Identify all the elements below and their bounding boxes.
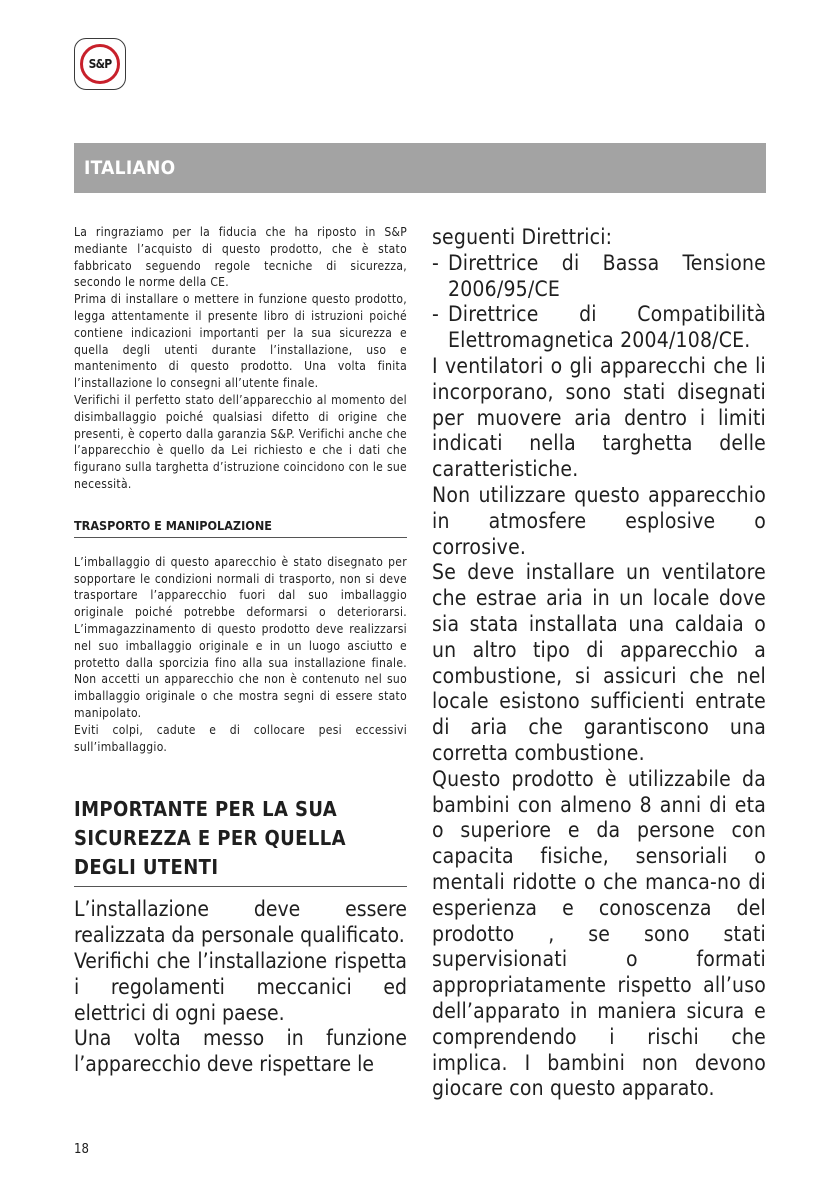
directive-item	[432, 302, 766, 354]
body-paragraph: I ventilatori o gli apparecchi che li incorporano, sono stati disegnati per muovere aria dentro i limiti indicati nella targhetta delle caratteristiche.	[432, 353, 766, 482]
transport-paragraph: Eviti colpi, cadute e di collocare pesi eccessivi sull’imballaggio.	[74, 722, 407, 754]
intro-paragraph: Verifichi il perfetto stato dell’apparecchio al momento del disimballaggio poiché qualsiasi difetto di origine che presenti, è coperto dalla garanzia S&P. Verifichi anche che l’apparecchio è quello da Lei richiesto e che i dati che figurano sulla targhetta d’istruzione coincidono con le sue necessità.	[74, 392, 407, 491]
transport-heading: TRASPORTO E MANIPOLAZIONE	[74, 518, 407, 538]
safety-paragraph: Una volta messo in funzione l’apparecchio deve rispettare le	[74, 1026, 407, 1077]
intro-paragraph: La ringraziamo per la fiducia che ha riposto in S&P mediante l’acquisto di questo prodotto, che è stato fabbricato seguendo regole tecniche di sicurezza, secondo le norme della CE.	[74, 225, 407, 290]
directive-text: Direttrice di Bassa Tensione 2006/95/CE	[448, 250, 766, 301]
sp-logo-text: S&P	[88, 57, 112, 71]
body-paragraph: Non utilizzare questo apparecchio in atmosfere esplosive o corrosive.	[432, 482, 766, 559]
safety-heading: IMPORTANTE PER LA SUA SICUREZZA E PER QUELLA DEGLI UTENTI	[74, 795, 407, 887]
language-header: ITALIANO	[74, 143, 766, 193]
left-column	[74, 224, 407, 1078]
directive-item	[432, 251, 766, 303]
sp-logo	[74, 38, 126, 90]
page-number: 18	[74, 1142, 89, 1157]
right-column	[432, 225, 766, 1102]
directive-text: Direttrice di Compatibilità Elettromagnetica 2004/108/CE.	[448, 302, 766, 353]
directives-lead: seguenti Direttrici:	[432, 225, 613, 249]
safety-paragraph: Verifichi che l’installazione rispetta i regolamenti meccanici ed elettrici di ogni paese.	[74, 948, 407, 1025]
sp-logo-emblem	[80, 44, 120, 84]
bullet-dash-icon: -	[432, 302, 440, 327]
body-paragraph: Questo prodotto è utilizzabile da bambini con almeno 8 anni di eta o superiore e da persone con capacita fisiche, sensoriali o mentali ridotte o che manca-no di esperienza e conoscenza del prodotto , se sono stati supervisionati o formati appropriatamente rispetto all’uso dell’apparato in maniera sicura e comprendendo i rischi che implica. I bambini non devono giocare con questo apparato.	[432, 766, 766, 1101]
body-paragraph: Se deve installare un ventilatore che estrae aria in un locale dove sia stata installata una caldaia o un altro tipo di apparecchio a combustione, si assicuri che nel locale esistono sufficienti entrate di aria che garantiscono una corretta combustione.	[432, 560, 766, 765]
intro-paragraph: Prima di installare o mettere in funzione questo prodotto, legga attentamente il presente libro di istruzioni poiché contiene indicazioni importanti per la sua sicurezza e quella degli utenti durante l’installazione, uso e mantenimento di questo prodotto. Una volta finita l’installazione lo consegni all’utente finale.	[74, 292, 407, 391]
safety-paragraph: L’installazione deve essere realizzata da personale qualificato.	[74, 897, 407, 948]
transport-paragraph: L’imballaggio di questo aparecchio è stato disegnato per sopportare le condizioni normali di trasporto, non si deve trasportare l’apparecchio fuori dal suo imballaggio originale poiché potrebbe deformarsi o deteriorarsi. L’immagazzinamento di questo prodotto deve realizzarsi nel suo imballaggio originale e in un luogo asciutto e protetto dalla sporcizia fino alla sua installazione finale. Non accetti un apparecchio che non è contenuto nel suo imballaggio originale o che mostra segni di essere stato manipolato.	[74, 554, 407, 720]
bullet-dash-icon: -	[432, 250, 440, 275]
